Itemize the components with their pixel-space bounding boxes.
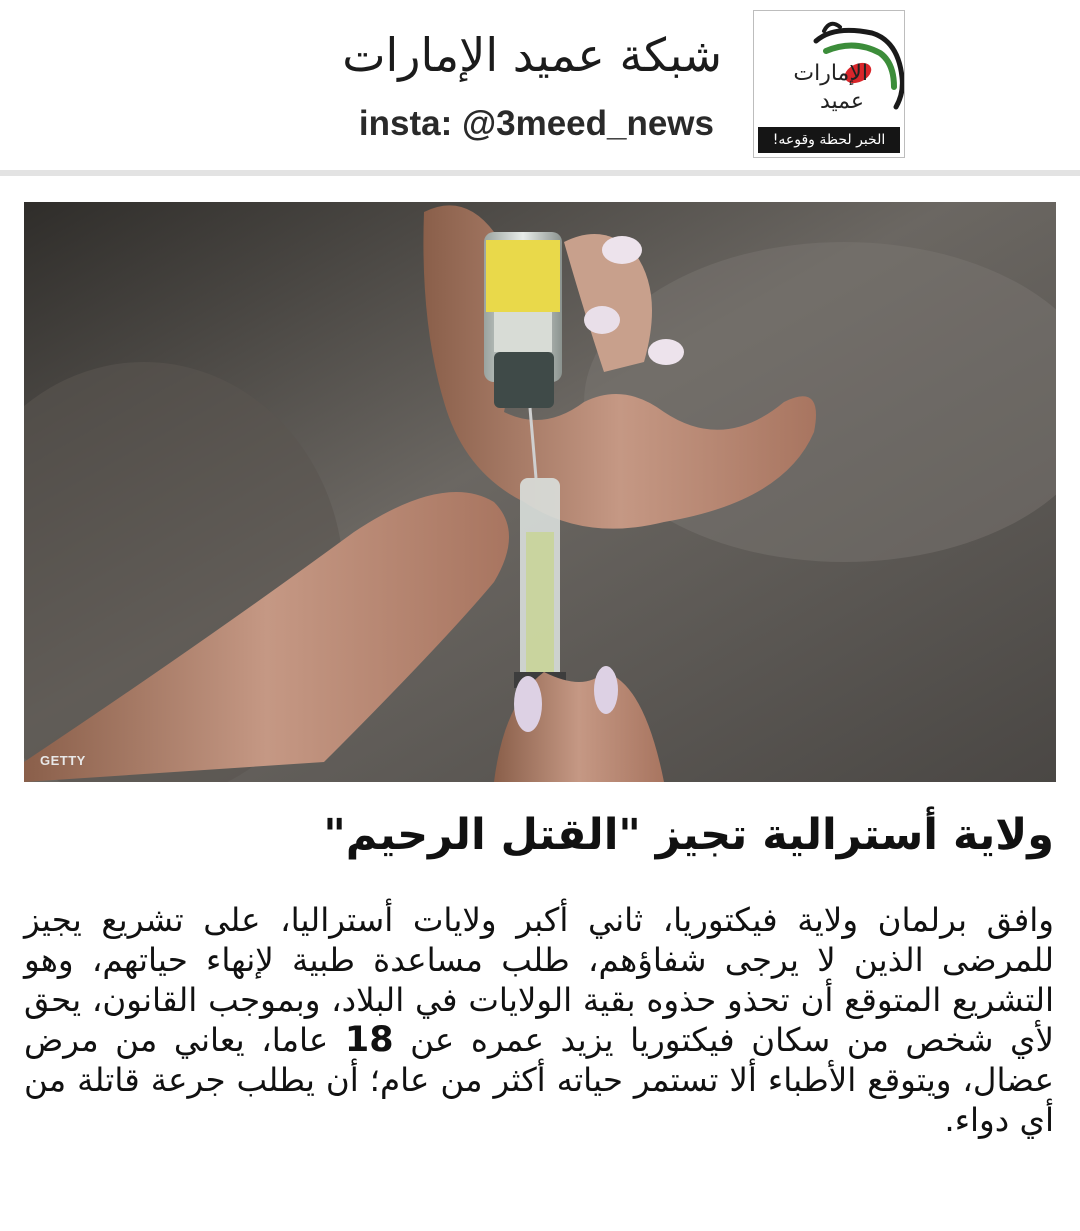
syringe-vial-photo-illustration <box>24 202 1056 782</box>
article-body-number: 18 <box>344 1020 394 1060</box>
site-logo[interactable] <box>753 10 905 158</box>
article-body <box>24 900 1054 1140</box>
article-headline[interactable]: ولاية أسترالية تجيز "القتل الرحيم" <box>323 810 1054 860</box>
logo-text-3meed: عميد <box>819 89 864 114</box>
site-header <box>0 0 1080 176</box>
logo-tagline: الخبر لحظة وقوعه! <box>758 127 900 153</box>
article-body-part2: عاما، يعاني من مرض عضال، ويتوقع الأطباء ألا تستمر حياته أكثر من عام؛ أن يطلب جرعة قاتلة من أي دواء. <box>24 1021 1054 1139</box>
instagram-handle[interactable]: insta: @3meed_news <box>358 104 714 143</box>
photo-credit: GETTY <box>40 753 86 768</box>
site-title[interactable]: شبكة عميد الإمارات <box>342 28 722 82</box>
article-photo[interactable] <box>24 202 1056 782</box>
logo-text-emirates: الإمارات <box>793 61 868 86</box>
article-body-part1: وافق برلمان ولاية فيكتوريا، ثاني أكبر ولايات أستراليا، على تشريع يجيز للمرضى الذين لا يرجى شفاؤهم، طلب مساعدة طبية لإنهاء حياتهم، وهو التشريع المتوقع أن تحذو حذوه بقية الولايات في البلاد، وبموجب القانون، يحق لأي شخص من سكان فيكتوريا يزيد عمره عن <box>24 901 1054 1059</box>
